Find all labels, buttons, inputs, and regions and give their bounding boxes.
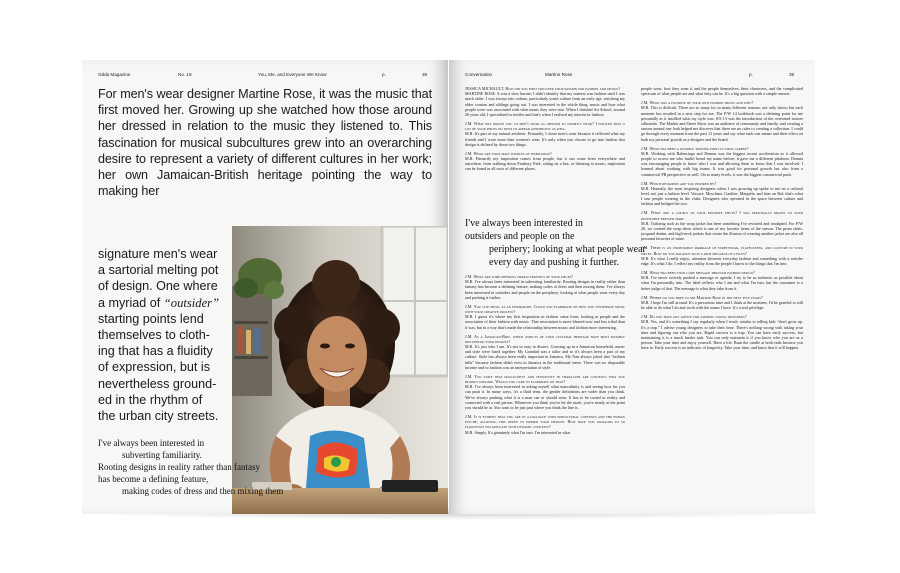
- portrait-photo: [232, 226, 448, 514]
- lead-paragraph: For men's wear designer Martine Rose, it was the music that first moved her. Growing up she watched how those around her dressed in relation to the music they listened to. This fascination for musical subcultures grew into an overarching desire to represent a variety of different cultures in her work; her own Jamaican-British heritage pointing the way to making her: [98, 87, 432, 199]
- lead-line: themselves to cloth-: [98, 328, 210, 343]
- interview-entry: J.M. Do you have any advice for aspiring young designers? M.R. Yes, and it's something I say regularly when I teach, similar to telling kids “don't grow up. It's a trap.” I advise young designers to take their time. There's nothing wrong with taking your time and figuring out who you are. Rapid success is a trap. You can have early success, but maintaining it is a much harder task. You can only maintain it if you know who you are as a person. Take your time and enjoy yourself. Have a life. Burn the candle at both ends because you have to. Early success is no indicator of longevity. Take your time, and know that it will happen.: [641, 314, 803, 351]
- pull-quote-line: Rooting designs in reality rather than fantasy: [98, 462, 260, 472]
- outsider-word: “outsider”: [163, 295, 220, 310]
- lead-line: of design. One where: [98, 279, 218, 294]
- interview-entry: J.M. What has been your core message through fashion design? M.R. I've never actively pushed a message or agenda. I try to be as authentic as possible about what I'm personally into. The label reflects who I am and what I'm into, but the consumer is a better judge of that. The message is what they take from it.: [641, 270, 803, 291]
- interview-entry: people wear, how they wear it and the people themselves, their characters, and the complicated spectrum of what people are and what they can be. It's a big question with a simple answer.: [641, 86, 803, 97]
- lead-line: ed in the rhythm of: [98, 392, 203, 407]
- interview-entry: J.M. You cite music as an inspiration. Could you elaborate on how you synthesize music with your creative process? M.R. I guess it's where my first inspiration in fashion came from; looking at people and the association of their fashion with music. That association is more blurred now and less tribal than it was, but in a way that's made the relationship between music and fashion more interesting.: [465, 303, 625, 330]
- lead-line: nevertheless ground-: [98, 376, 217, 391]
- right-pull-quote-line: outsiders and people on the: [465, 231, 575, 242]
- magazine-spread: [82, 60, 815, 514]
- lead-line: a sartorial melting pot: [98, 263, 219, 278]
- lead-line: starting points lend: [98, 311, 204, 326]
- lead-paragraph-continued: [98, 246, 233, 424]
- interview-entry: J.M. What are a couple of your favorite pieces? I was personally drawn to your reversible fringed skirt. M.R. Tailoring such as the wrap jacket has been something I've revisited and readapted. For F/W 20, we created the wrap dress which is one of my favorite items of the season. The prom shirts, jacquard denim, and high-neck jackets that create the illusion of wearing another jacket are also all personal favorites of mine.: [641, 210, 803, 242]
- lead-line: a myriad of “outsider”: [98, 295, 220, 310]
- interview-entry: J.M. As a Jamaican-Brit, which aspects of your cultural heritage have most notably influenced your designs? M.R. It's just who I am. It's not so easy to dissect. Growing up in a Jamaican household, music and style were fused together. My Grandad was a tailor and so it's always been a part of my culture. Style has always been really important in Jamaica. My Nan always joked that “fashion killa” because fashion didn't exist in Jamaica in the traditional sense. There was no disposable income and so fashion was an interpretation of style.: [465, 333, 625, 370]
- interview-column-1-top: [465, 86, 625, 236]
- page-prefix: p.: [749, 72, 753, 77]
- pull-quote-line: making codes of dress and then mixing them: [122, 486, 284, 496]
- page-number: 39: [789, 72, 795, 77]
- page-prefix: p.: [382, 72, 386, 77]
- lead-line: ing that has a fluidity: [98, 344, 213, 359]
- interview-column-1-bottom: [465, 274, 625, 506]
- section-label: Conversation: [465, 72, 493, 77]
- interview-entry: J.M. Where do you hope to see Martine Rose in the next five years? M.R. I hope I'm still around. It's a precarious time and I think at the moment, I'd be grateful to still be able to do what I do and work with the teams I have. It's a real privilege.: [641, 294, 803, 311]
- issue-number: No. 19: [178, 72, 192, 77]
- interview-entry: J.M. There is an undeniable marriage of streetwear, playfulness, and couture in your pieces. How do you balance such a rich melange of styles? M.R. It's what I really enjoy; attention between everyday fashion and something with a weirder edge. It's what I do; I reflect my reality from the people I know to the things that I'm into.: [641, 245, 803, 267]
- lead-line: signature men's wear: [98, 247, 218, 261]
- pull-quote-line: I've always been interested in: [98, 438, 205, 448]
- interviewee-name: Martine Rose: [545, 72, 573, 77]
- left-page: [82, 60, 448, 514]
- right-page: [449, 60, 815, 514]
- interview-entry: JESSICA MICHAULT. How did you first discover your passion for fashion and design? MARTINE ROSE. It was a slow burner; I didn't identify that my interest was fashion until I was much older. I was always into culture, particularly youth culture from an early age, watching my older cousins and siblings going out. I was interested in the whole thing: music and how what people wore was associated with what music they were into. When I finished Art School, around 20 years old, I specialised in textiles and that's when I realised my interest in fashion.: [465, 86, 625, 118]
- interview-column-2: [641, 86, 803, 506]
- lead-line: of expression, but is: [98, 360, 211, 375]
- interview-entry: J.M. You state that masculinity and sensitivity in character are contexts that you readily explore. Would you care to elaborate on that? M.R. I've always been interested in asking myself what masculinity is and seeing how far you can push it. In many ways, it's a fluid term, the gender definitions are wider than you think. We've always pushing what it is a man can or should wear. It has to be rooted in reality and connected with a real person. Whenever you think you've hit the mark, you're nearly at the point you should be at. You want to be just past where you think the line is.: [465, 373, 625, 411]
- magazine-name: Odda Magazine: [98, 72, 131, 77]
- interview-entry: J.M. It is evident that you are in a dialogue with subcultural contexts and the human psyche, allowing this depth to inform your designs. How have you managed to so flawlessly encapsulate such dynamic concepts? M.R. Simply. It's genuinely what I'm into. I'm interested in what: [465, 414, 625, 435]
- lead-line: the urban city streets.: [98, 409, 219, 424]
- pull-quote-line: has become a defining feature,: [98, 474, 209, 484]
- pull-quote-line: subverting familiarity.: [122, 450, 202, 460]
- right-pull-quote-line: periphery; looking at what people wear: [489, 244, 646, 255]
- right-pull-quote-line: I've always been interested in: [465, 218, 583, 229]
- page-number: 38: [422, 72, 428, 77]
- interview-entry: J.M. What are some defining characteristics of your pieces? M.R. I've always been interested in subverting familiarity. Rooting designs in reality rather than fantasy has become a defining feature, making codes of dress and then mixing them. I've always been interested in outsiders and people on the periphery; looking at what people wear every day and pushing it further.: [465, 274, 625, 300]
- section-title: You, Me, and Everyone We Know: [258, 72, 327, 77]
- interview-entry: J.M. Which designers are you inspired by? M.R. Honestly, the most inspiring designers when I was growing up spoke to me on a cultural level, not just a fashion level. Versace, Moschino, Gaultier, Margiela, and later on Raf, that's what I saw people wearing in the clubs. Designers who operated in the space between culture and fashion and bridged the two.: [641, 180, 803, 207]
- interview-entry: J.M. What was a favorite of your own fashion shows and why? M.R. This is difficult. There are so many for so many different reasons, not only shows but each moment has resulted in a next step for me. The F/W 14 lookbook was a defining point for me personally as it instilled what my style was. S/S 13 was the introduction of the oversized trouser silhouette. The Market and Street Show was an audience of community and family, and creating a season around one look helped me discover that there are no rules to creating a collection. I could go through every moment from the past 12 years and say what each one meant and their effect on both my personal growth as a designer and the brand.: [641, 100, 803, 142]
- interview-entry: J.M. What are your main sources of inspiration? M.R. Primarily my inspiration comes from people, but it can come from everywhere and anywhere, from walking down Finsbury Park, sitting on a bus, or listening to music; inspiration can be found in all sorts of different places.: [465, 150, 625, 172]
- interview-entry: J.M. What has drawn you to men's wear as opposed to women's wear? I noticed that a lot of your pieces do seem to appear genderless as well. M.R. It's part of my natural aesthetic. Primarily, I chose men's wear because it reflected what my friends and I wore more than women's wear. It's only when you choose to go into fashion that design is defined by those two things.: [465, 121, 625, 147]
- right-pull-quote-line: every day and pushing it further.: [489, 257, 619, 268]
- interview-entry: J.M. What has been a notable turning point in your career? M.R. Working with Balenciaga and Demna was the biggest recent acceleration as it allowed people to access me who hadn't heard my name before; it gave me a different platform. Demna was encouraging people to know who I was and allowing them to know that I was involved. I learned about working with big teams. It was good for personal growth but also from a commercial PR perspective as well. On so many levels, it was the biggest commercial push.: [641, 145, 803, 177]
